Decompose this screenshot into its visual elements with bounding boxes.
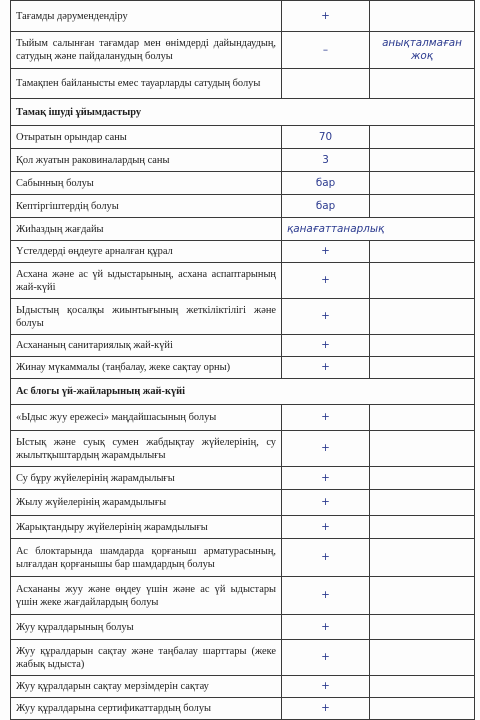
table-row [11, 172, 475, 195]
table-row [11, 241, 475, 263]
table-row [11, 640, 475, 676]
row-mark: + [282, 431, 370, 467]
row-mark: + [282, 676, 370, 698]
inspection-checklist-table [10, 0, 475, 720]
row-label: Сабынның болуы [11, 172, 282, 195]
table-row [11, 539, 475, 577]
row-mark: + [282, 516, 370, 539]
row-note [370, 149, 475, 172]
row-mark: + [282, 698, 370, 720]
section-header-row [11, 99, 475, 126]
row-label: Жарықтандыру жүйелерінің жарамдылығы [11, 516, 282, 539]
table-row [11, 32, 475, 69]
table-row [11, 405, 475, 431]
row-note [370, 431, 475, 467]
row-label: «Ыдыс жуу ережесі» маңдайшасының болуы [11, 405, 282, 431]
table-row [11, 615, 475, 640]
row-label: Тамақпен байланысты емес тауарларды сатудың болуы [11, 69, 282, 99]
row-mark: + [282, 241, 370, 263]
row-note [370, 357, 475, 379]
table-row [11, 698, 475, 720]
section-title: Ас блогы үй-жайларының жай-күйі [11, 379, 475, 405]
row-label: Жуу құралдарының болуы [11, 615, 282, 640]
row-mark: + [282, 405, 370, 431]
table-row [11, 195, 475, 218]
row-mark: + [282, 335, 370, 357]
row-note [370, 698, 475, 720]
table-row [11, 676, 475, 698]
row-label: Жуу құралдарын сақтау және таңбалау шарттары (жеке жабық ыдыста) [11, 640, 282, 676]
row-mark: + [282, 577, 370, 615]
row-note [370, 615, 475, 640]
row-label: Үстелдерді өңдеуге арналған құрал [11, 241, 282, 263]
table-row [11, 577, 475, 615]
row-mark: + [282, 490, 370, 516]
table-row [11, 126, 475, 149]
row-mark: + [282, 1, 370, 32]
section-title: Тамақ ішуді ұйымдастыру [11, 99, 475, 126]
row-note [370, 640, 475, 676]
row-label: Ыдыстың қосалқы жиынтығының жеткіліктілігі және болуы [11, 299, 282, 335]
row-note [370, 490, 475, 516]
table-row [11, 149, 475, 172]
row-mark: + [282, 467, 370, 490]
row-label: Су бұру жүйелерінің жарамдылығы [11, 467, 282, 490]
row-mark: бар [282, 195, 370, 218]
row-label: Жуу құралдарына сертификаттардың болуы [11, 698, 282, 720]
row-label: Кептіргіштердің болуы [11, 195, 282, 218]
row-mark: – [282, 32, 370, 69]
row-label: Отыратын орындар саны [11, 126, 282, 149]
row-label: Ыстық және суық сумен жабдықтау жүйелерінің, су жылытқыштардың жарамдылығы [11, 431, 282, 467]
row-note [370, 577, 475, 615]
row-mark: + [282, 357, 370, 379]
row-label: Жинау мүкаммалы (таңбалау, жеке сақтау орны) [11, 357, 282, 379]
row-note [370, 335, 475, 357]
row-mark: + [282, 299, 370, 335]
row-mark: 3 [282, 149, 370, 172]
row-mark: қанағаттанарлық [282, 218, 475, 241]
table-row [11, 218, 475, 241]
table-row [11, 467, 475, 490]
row-mark: + [282, 640, 370, 676]
row-note [370, 467, 475, 490]
row-label: Асхана және ас үй ыдыстарының, асхана аспаптарының жай-күйі [11, 263, 282, 299]
table-row [11, 357, 475, 379]
row-label: Тағамды дәрумендендіру [11, 1, 282, 32]
row-note [370, 126, 475, 149]
row-label: Асхананы жуу және өңдеу үшін және ас үй ыдыстары үшін жеке жағдайлардың болуы [11, 577, 282, 615]
row-mark: + [282, 615, 370, 640]
row-label: Ас блоктарында шамдарда қорғаныш арматурасының, ылғалдан қорғанышы бар шамдардың болуы [11, 539, 282, 577]
row-note [370, 516, 475, 539]
row-mark: бар [282, 172, 370, 195]
row-note [370, 241, 475, 263]
row-label: Жуу құралдарын сақтау мерзімдерін сақтау [11, 676, 282, 698]
row-mark: 70 [282, 126, 370, 149]
table-row [11, 263, 475, 299]
table-row [11, 1, 475, 32]
row-label: Тыйым салынған тағамдар мен өнімдерді дайындаудың, сатудың және пайдаланудың болуы [11, 32, 282, 69]
row-label: Жылу жүйелерінің жарамдылығы [11, 490, 282, 516]
table-row [11, 490, 475, 516]
row-note [370, 676, 475, 698]
row-note [370, 69, 475, 99]
row-note [370, 299, 475, 335]
row-mark: + [282, 263, 370, 299]
row-note [370, 263, 475, 299]
row-note [370, 405, 475, 431]
row-mark [282, 69, 370, 99]
row-note [370, 172, 475, 195]
table-row [11, 516, 475, 539]
row-label: Қол жуатын раковиналардың саны [11, 149, 282, 172]
table-row [11, 299, 475, 335]
section-header-row [11, 379, 475, 405]
row-note [370, 1, 475, 32]
row-mark: + [282, 539, 370, 577]
row-label: Жиһаздың жағдайы [11, 218, 282, 241]
row-note [370, 539, 475, 577]
row-note: анықталмаған жоқ [370, 32, 475, 69]
row-note [370, 195, 475, 218]
table-row [11, 431, 475, 467]
row-label: Асхананың санитариялық жай-күйі [11, 335, 282, 357]
table-row [11, 69, 475, 99]
table-row [11, 335, 475, 357]
